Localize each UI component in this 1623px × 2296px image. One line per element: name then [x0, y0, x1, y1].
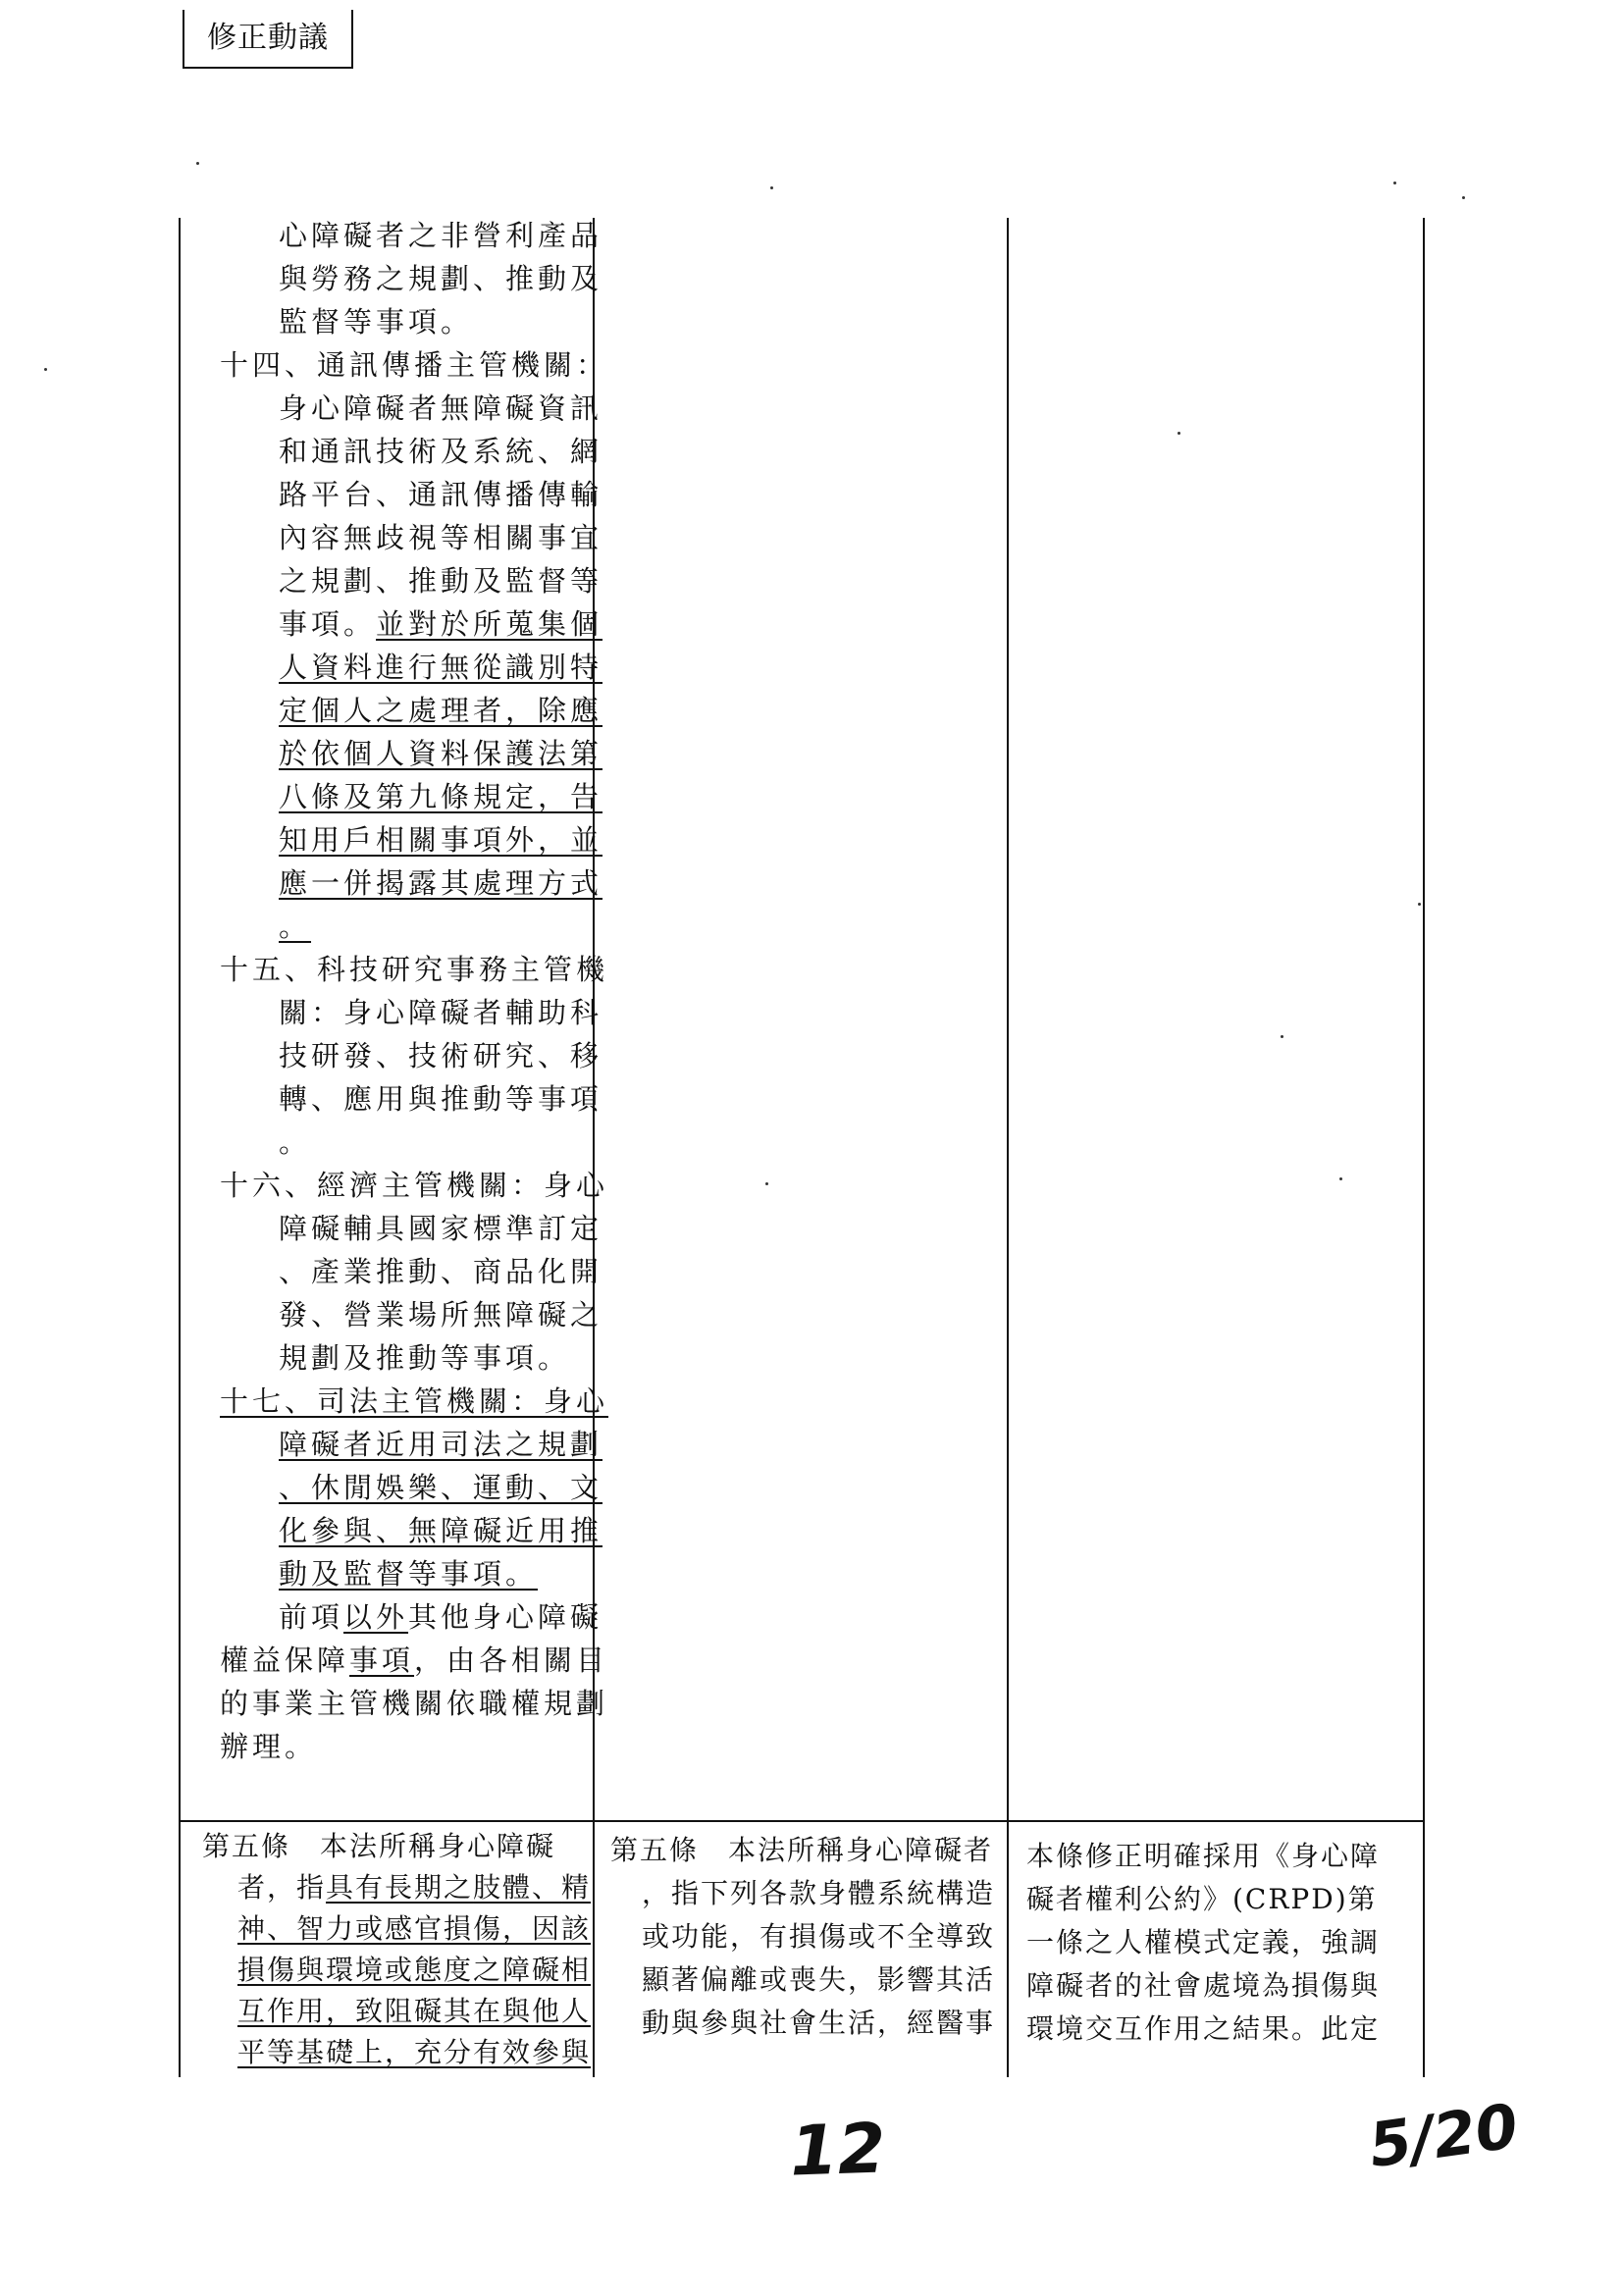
table-border-right	[1423, 218, 1425, 2077]
scan-speck	[196, 162, 199, 165]
lower-col3-text	[1009, 1825, 1423, 2080]
text-line: 內容無歧視等相關事宜	[279, 521, 603, 554]
inserted-text-line: 、休閒娛樂、運動、文	[279, 1471, 603, 1504]
text-line	[237, 1866, 591, 1909]
scan-speck	[1393, 182, 1396, 184]
text-line: 或功能，有損傷或不全導致	[642, 1920, 996, 1953]
inserted-text-line: 互作用，致阻礙其在與他人	[237, 1995, 592, 2027]
explanation-line: 本條修正明確採用《身心障	[1026, 1840, 1381, 1872]
text-line: 十四、通訊傳播主管機關：	[220, 348, 609, 382]
inserted-text-line: 於依個人資料保護法第	[279, 737, 603, 770]
text-line: 身心障礙者無障礙資訊	[279, 391, 603, 425]
text-line: 和通訊技術及系統、網	[279, 435, 603, 468]
inserted-text-line: 十七、司法主管機關：身心	[220, 1384, 609, 1418]
text-line: 動與參與社會生活，經醫事	[642, 2007, 996, 2039]
explanation-line: 礙者權利公約》(CRPD)第	[1026, 1883, 1378, 1915]
page-number: 12	[788, 2108, 887, 2192]
text-line	[279, 602, 602, 646]
inserted-text-line: 。	[279, 910, 312, 943]
table-divider-2	[1007, 218, 1009, 2077]
inserted-text: 並對於所蒐集個	[376, 607, 603, 641]
inserted-text-line: 定個人之處理者，除應	[279, 694, 603, 727]
text-segment: 事項。	[279, 607, 377, 641]
text-line: 監督等事項。	[279, 305, 474, 339]
text-line: 的事業主管機關依職權規劃	[220, 1687, 609, 1720]
scan-speck	[770, 186, 773, 189]
inserted-text: 肢體、	[473, 1871, 562, 1904]
text-line: 技研發、技術研究、移	[279, 1039, 603, 1072]
lower-col2-text	[595, 1825, 1007, 2080]
scan-speck	[1418, 903, 1421, 906]
text-line: 障礙輔具國家標準訂定	[279, 1212, 603, 1245]
inserted-text-line: 神、智力或感官損傷，因該	[237, 1912, 592, 1945]
motion-tag: 修正動議	[183, 10, 353, 69]
text-line: 發、營業場所無障礙之	[279, 1298, 603, 1331]
table-row-separator	[179, 1820, 1425, 1822]
inserted-text-line: 化參與、無障礙近用推	[279, 1514, 603, 1547]
explanation-line: 障礙者的社會處境為損傷與	[1026, 1969, 1381, 2002]
lower-col1-text	[181, 1825, 593, 2080]
scan-speck	[1281, 1035, 1283, 1038]
text-line	[220, 1639, 608, 1682]
text-line: 顯著偏離或喪失，影響其活	[642, 1963, 996, 1996]
text-line: 。	[279, 1125, 312, 1159]
inserted-text: 精	[561, 1871, 592, 1904]
text-segment: 權益保障	[220, 1644, 350, 1677]
text-line: 規劃及推動等事項。	[279, 1341, 571, 1375]
article-heading-line: 第五條 本法所稱身心障礙	[202, 1830, 556, 1862]
explanation-line: 環境交互作用之結果。此定	[1026, 2012, 1381, 2045]
text-line	[279, 1595, 602, 1639]
text-segment: 者，指	[237, 1871, 327, 1904]
text-line: 路平台、通訊傳播傳輸	[279, 478, 603, 511]
article-heading-line: 第五條 本法所稱身心障礙者	[610, 1834, 994, 1866]
inserted-text-line: 障礙者近用司法之規劃	[279, 1428, 603, 1461]
inserted-text-line: 損傷與環境或態度之障礙相	[237, 1954, 592, 1986]
inserted-text: 事項	[349, 1644, 415, 1677]
text-line: ，指下列各款身體系統構造	[642, 1877, 996, 1909]
inserted-text-line: 人資料進行無從識別特	[279, 651, 603, 684]
text-segment: ，由各相關目	[414, 1644, 609, 1677]
inserted-text-line: 平等基礎上，充分有效參與	[237, 2036, 592, 2068]
text-line: 、產業推動、商品化開	[279, 1255, 603, 1288]
scan-speck	[1462, 196, 1465, 199]
scan-speck	[1178, 432, 1180, 435]
text-segment: 前項	[279, 1600, 344, 1634]
scan-speck	[1339, 1177, 1342, 1180]
text-line: 十六、經濟主管機關：身心	[220, 1169, 609, 1202]
text-line: 轉、應用與推動等事項	[279, 1082, 603, 1116]
inserted-text: 以外	[343, 1600, 409, 1634]
text-line: 與勞務之規劃、推動及	[279, 262, 603, 295]
text-line: 辦理。	[220, 1730, 318, 1763]
handwritten-fraction: 5/20	[1364, 2089, 1523, 2182]
inserted-text-line: 動及監督等事項。	[279, 1557, 539, 1591]
inserted-text-line: 應一併揭露其處理方式	[279, 866, 603, 900]
text-line: 關：身心障礙者輔助科	[279, 996, 603, 1029]
text-segment: 其他身心障礙	[408, 1600, 603, 1634]
inserted-text-line: 知用戶相關事項外，並	[279, 823, 603, 857]
explanation-line: 一條之人權模式定義，強調	[1026, 1926, 1381, 1958]
scan-speck	[765, 1182, 768, 1185]
text-line: 之規劃、推動及監督等	[279, 564, 603, 598]
upper-col1-text	[181, 0, 609, 1815]
text-line: 十五、科技研究事務主管機	[220, 953, 609, 986]
inserted-text: 具有長期之	[326, 1871, 474, 1904]
text-line: 心障礙者之非營利產品	[279, 219, 603, 252]
scan-speck	[44, 368, 47, 371]
inserted-text-line: 八條及第九條規定，告	[279, 780, 603, 813]
